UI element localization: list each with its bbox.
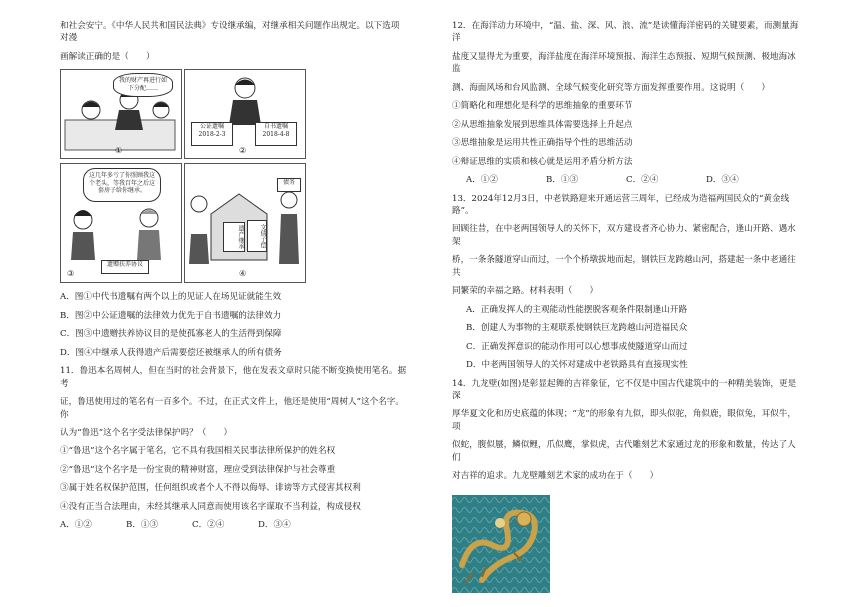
q12-options (466, 174, 802, 186)
q12-option-c: C．②④ (626, 175, 659, 186)
cartoon-panel-1 (60, 69, 182, 159)
inheritance-house-label: 遗产继承 (223, 222, 245, 252)
nine-dragon-wall-image (452, 495, 550, 593)
right-column (452, 20, 802, 597)
sign-date: 2018-4-8 (262, 131, 290, 139)
q11-item: ②“鲁迅”这个名字是一份宝贵的精神财富，理应受到法律保护与社会尊重 (60, 464, 336, 475)
left-column (60, 20, 408, 532)
speech-bubble: 我的财产再进行如下分配…… (113, 73, 173, 97)
sign-title: 自书遗嘱 (263, 123, 288, 131)
q13-option-c: C．正确发挥意识的能动作用可以心想事成使隧道穿山而过 (466, 341, 688, 352)
q12-option-a: A．①② (466, 175, 498, 186)
speech-bubble: 这几年多亏了你照顾我这个老头，等我百年之后这套房子给你继承。 (83, 168, 161, 202)
q11-option-b: B．①③ (126, 520, 159, 531)
cartoon-panel-3 (60, 163, 182, 283)
q11-item: ①“鲁迅”这个名字属于笔名，它不具有我国相关民事法律所保护的姓名权 (60, 446, 336, 457)
q10-option-b: B．图②中公证遗嘱的法律效力优先于自书遗嘱的法律效力 (60, 310, 282, 321)
notarized-will-sign (191, 122, 233, 146)
q13-option-b: B．创建人为事物的主观联系使钢铁巨龙跨越山河造福民众 (466, 323, 688, 334)
debt-label: 债务 (277, 178, 301, 192)
q12-option-d: D．③④ (706, 175, 739, 186)
q13-stem: 桥，一条条隧道穿山而过，一个个桥墩拔地而起，钢铁巨龙跨越山河，搭建起一条中老通往共 (452, 255, 796, 278)
q11-stem: 11．鲁迅本名周树人，但在当时的社会背景下，他在发表文章时只能不断变换使用笔名。据考 (60, 366, 407, 389)
cartoon-panel-2 (184, 69, 306, 159)
q13-option-d: D．中老两国领导人的关怀对建成中老铁路具有直接现实性 (466, 360, 688, 371)
debt-card-label: 文债子偿 (247, 220, 267, 252)
panel-number: ④ (239, 269, 247, 279)
q12-stem: 测、海面风场和台风监测、全球气候变化研究等方面发挥重要作用。这说明（ ） (452, 82, 770, 93)
q14-stem: 似蛇，腹似蜃，鳞似鲤，爪似鹰，掌似虎，古代雕刻艺术家通过龙的形象和数量，传达了人们 (452, 440, 796, 463)
q13-stem: 13．2024年12月3日，中老铁路迎来开通运营三周年，已经成为造福两国民众的“黄金线路”。 (452, 193, 790, 216)
q11-stem: 认为“鲁迅”这个名字受法律保护吗？（ ） (60, 427, 233, 438)
q12-option-b: B．①③ (546, 175, 579, 186)
q13-option-a: A．正确发挥人的主观能动性能摆脱客观条件限制逢山开路 (466, 304, 688, 315)
holographic-will-sign (255, 122, 297, 146)
q11-option-a: A．①② (60, 520, 92, 531)
panel-number: ① (115, 146, 123, 156)
intro-line: 画解读正确的是（ ） (60, 51, 155, 62)
q11-option-d: D．③④ (258, 520, 291, 531)
q13-stem: 同繁荣的幸福之路。材料表明（ ） (452, 286, 599, 297)
intro-line: 和社会安宁。《中华人民共和国民法典》专设继承编，对继承相关问题作出规定。以下选项对漫 (60, 21, 400, 44)
q12-item: ①简略化和理想化是科学的思维抽象的重要环节 (452, 101, 633, 112)
panel-number: ③ (67, 269, 75, 279)
q11-option-c: C．②④ (192, 520, 225, 531)
q11-item: ④没有正当合法理由，未经其继承人同意而使用该名字谋取不当利益，构成侵权 (60, 501, 361, 512)
sign-date: 2018-2-3 (198, 131, 226, 139)
panel-number: ② (239, 146, 247, 156)
q12-item: ②从思维抽象发展到思维具体需要选择上升起点 (452, 119, 633, 130)
q11-options (60, 519, 408, 531)
q12-stem: 12．在海洋动力环境中，“温、盐、深、风、浪、流”是读懂海洋密码的关键要素，而测量海洋 (452, 21, 799, 44)
q10-option-a: A．图①中代书遗嘱有两个以上的见证人在场见证就能生效 (60, 292, 282, 303)
sign-title: 公证遗嘱 (199, 123, 224, 131)
support-agreement-sign: 遗赠扶养协议 (101, 260, 149, 274)
cartoon-panel-4 (184, 163, 306, 283)
q14-stem: 厚华夏文化和历史底蕴的体现；“龙”的形象有九似，即头似驼，角似鹿，眼似兔，耳似牛，项 (452, 409, 796, 432)
q14-stem: 14．九龙壁(如图)是彰显起舞的吉祥象征，它不仅是中国古代建筑中的一种精美装饰，更是深 (452, 378, 797, 401)
q13-stem: 回顾往昔，在中老两国领导人的关怀下，双方建设者齐心协力、紧密配合，逢山开路、遇水架 (452, 224, 796, 247)
q14-stem: 对吉祥的追求。九龙壁雕刻艺术家的成功在于（ ） (452, 471, 659, 482)
q11-stem: 证，鲁迅使用过的笔名有一百多个。不过，在正式文件上，他还是使用“周树人”这个名字。你 (60, 397, 404, 420)
q10-option-c: C．图③中遗赠扶养协议目的是使孤寡老人的生活得到保障 (60, 329, 282, 340)
inheritance-cartoon (60, 69, 304, 281)
q12-item: ④辩证思维的实质和核心就是运用矛盾分析方法 (452, 156, 633, 167)
q12-stem: 盐度又显得尤为重要，海洋盐度在海洋环境预报、海洋生态预报、短期气候预测、极地海冰监 (452, 51, 796, 75)
q11-item: ③属于姓名权保护范围，任何组织或者个人不得以侮辱、诽谤等方式侵害其权利 (60, 483, 361, 494)
q12-item: ③思维抽象是运用共性正确指导个性的思维活动 (452, 138, 633, 149)
q10-option-d: D．图④中继承人获得遗产后需要偿还被继承人的所有债务 (60, 347, 282, 358)
